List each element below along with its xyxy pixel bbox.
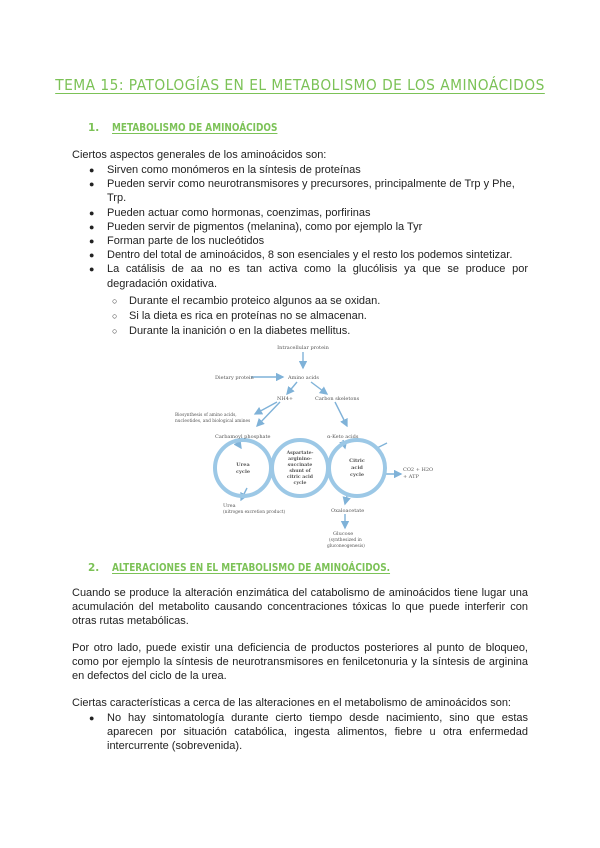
label-alpha-keto-acids: α-Keto acids <box>327 434 359 440</box>
label-carbon-skeletons: Carbon skeletons <box>315 396 360 402</box>
section-2-title: ALTERACIONES EN EL METABOLISMO DE AMINOÁCIDOS. <box>112 562 391 574</box>
label-carbamoyl-phosphate: Carbamoyl phosphate <box>215 434 271 440</box>
shunt-circle <box>272 440 328 496</box>
label-intracellular-protein: Intracellular protein <box>277 345 329 351</box>
page-title: TEMA 15: PATOLOGÍAS EN EL METABOLISMO DE LOS AMINOÁCIDOS <box>55 76 545 94</box>
label-atp: + ATP <box>403 474 419 480</box>
label-glucose-1: Glucose <box>333 531 354 537</box>
label-amino-acids: Amino acids <box>288 375 319 381</box>
label-urea-2: (nitrogen excretion product) <box>223 510 286 515</box>
label-co2-h2o: CO2 + H2O <box>403 467 434 473</box>
label-citric-1: Citric <box>349 458 365 464</box>
section-2-paragraph-3: Ciertas características a cerca de las alteraciones en el metabolismo de aminoácidos son: <box>72 697 511 709</box>
label-shunt-2: arginino- <box>288 457 312 462</box>
label-urea: Urea <box>223 503 236 509</box>
list-item: ● Dentro del total de aminoácidos, 8 son esenciales y el resto los podemos sintetizar. <box>89 249 513 262</box>
list-item: ● Pueden servir de pigmentos (melanina), como por ejemplo la Tyr <box>89 220 423 233</box>
label-oxaloacetate: Oxaloacetate <box>331 508 365 514</box>
list-item: ● Sirven como monómeros en la síntesis de proteínas <box>89 164 361 176</box>
section-1-number: 1. <box>88 122 100 134</box>
list-item: ● Forman parte de los nucleótidos <box>89 235 265 248</box>
label-shunt-4: shunt of <box>289 469 311 474</box>
section-2-bullet-list <box>88 711 528 754</box>
label-biosynthesis-2: nucleotides, and biological amines <box>175 419 251 424</box>
list-item: ● No hay sintomatología durante cierto tiempo desde nacimiento, sino que estas aparecen por situación catabólica, ingesta alimentos, fiebre u otra enfermedad intercurrente (sobrevenida). <box>89 712 528 753</box>
list-item: ○ Durante el recambio proteico algunos aa se oxidan. <box>112 295 381 307</box>
list-item: ● La catálisis de aa no es tan activa como la glucólisis ya que se produce por degradación oxidativa. <box>89 263 528 290</box>
label-shunt-5: citric acid <box>287 475 313 480</box>
label-biosynthesis-1: Biosynthesis of amino acids, <box>175 413 237 418</box>
label-glucose-3: gluconeogenesis) <box>327 544 365 549</box>
amino-acid-metabolism-diagram <box>165 340 455 552</box>
label-glucose-2: (synthesized in <box>329 538 362 543</box>
label-citric-2: acid <box>351 465 363 471</box>
label-urea-cycle-2: cycle <box>235 469 251 475</box>
label-urea-cycle-1: Urea <box>236 462 250 468</box>
label-shunt-1: Aspartate- <box>286 451 314 456</box>
section-1-intro: Ciertos aspectos generales de los aminoácidos son: <box>72 149 327 161</box>
section-2-paragraph-2: Por otro lado, puede existir una deficiencia de productos posteriores al punto de bloqueo, como por ejemplo la síntesis de neurotransmisores en fenilcetonuria y la síntesis de arginina en defectos del ciclo de la urea. <box>72 642 528 683</box>
label-nh4: NH4+ <box>277 396 294 402</box>
section-1-bullet-list <box>88 163 528 291</box>
section-1-sub-bullet-list <box>112 294 512 339</box>
list-item: ○ Si la dieta es rica en proteínas no se almacenan. <box>112 310 367 322</box>
section-2-number: 2. <box>88 562 100 574</box>
list-item: ○ Durante la inanición o en la diabetes mellitus. <box>112 325 351 337</box>
list-item: ● Pueden actuar como hormonas, coenzimas, porfirinas <box>89 206 371 219</box>
label-shunt-3: succinate <box>287 463 313 468</box>
urea-cycle-circle <box>215 440 271 496</box>
section-1-title: METABOLISMO DE AMINOÁCIDOS <box>112 122 278 134</box>
section-2-paragraph-1: Cuando se produce la alteración enzimática del catabolismo de aminoácidos tiene lugar una acumulación del metabolito causando concentraciones tóxicas lo que puede interferir con otras rutas metabólicas. <box>72 587 528 628</box>
label-citric-3: cycle <box>349 472 365 478</box>
label-dietary-protein: Dietary protein <box>215 375 254 381</box>
list-item: ● Pueden servir como neurotransmisores y precursores, principalmente de Trp y Phe, Trp. <box>89 178 515 205</box>
label-shunt-6: cycle <box>293 481 307 486</box>
